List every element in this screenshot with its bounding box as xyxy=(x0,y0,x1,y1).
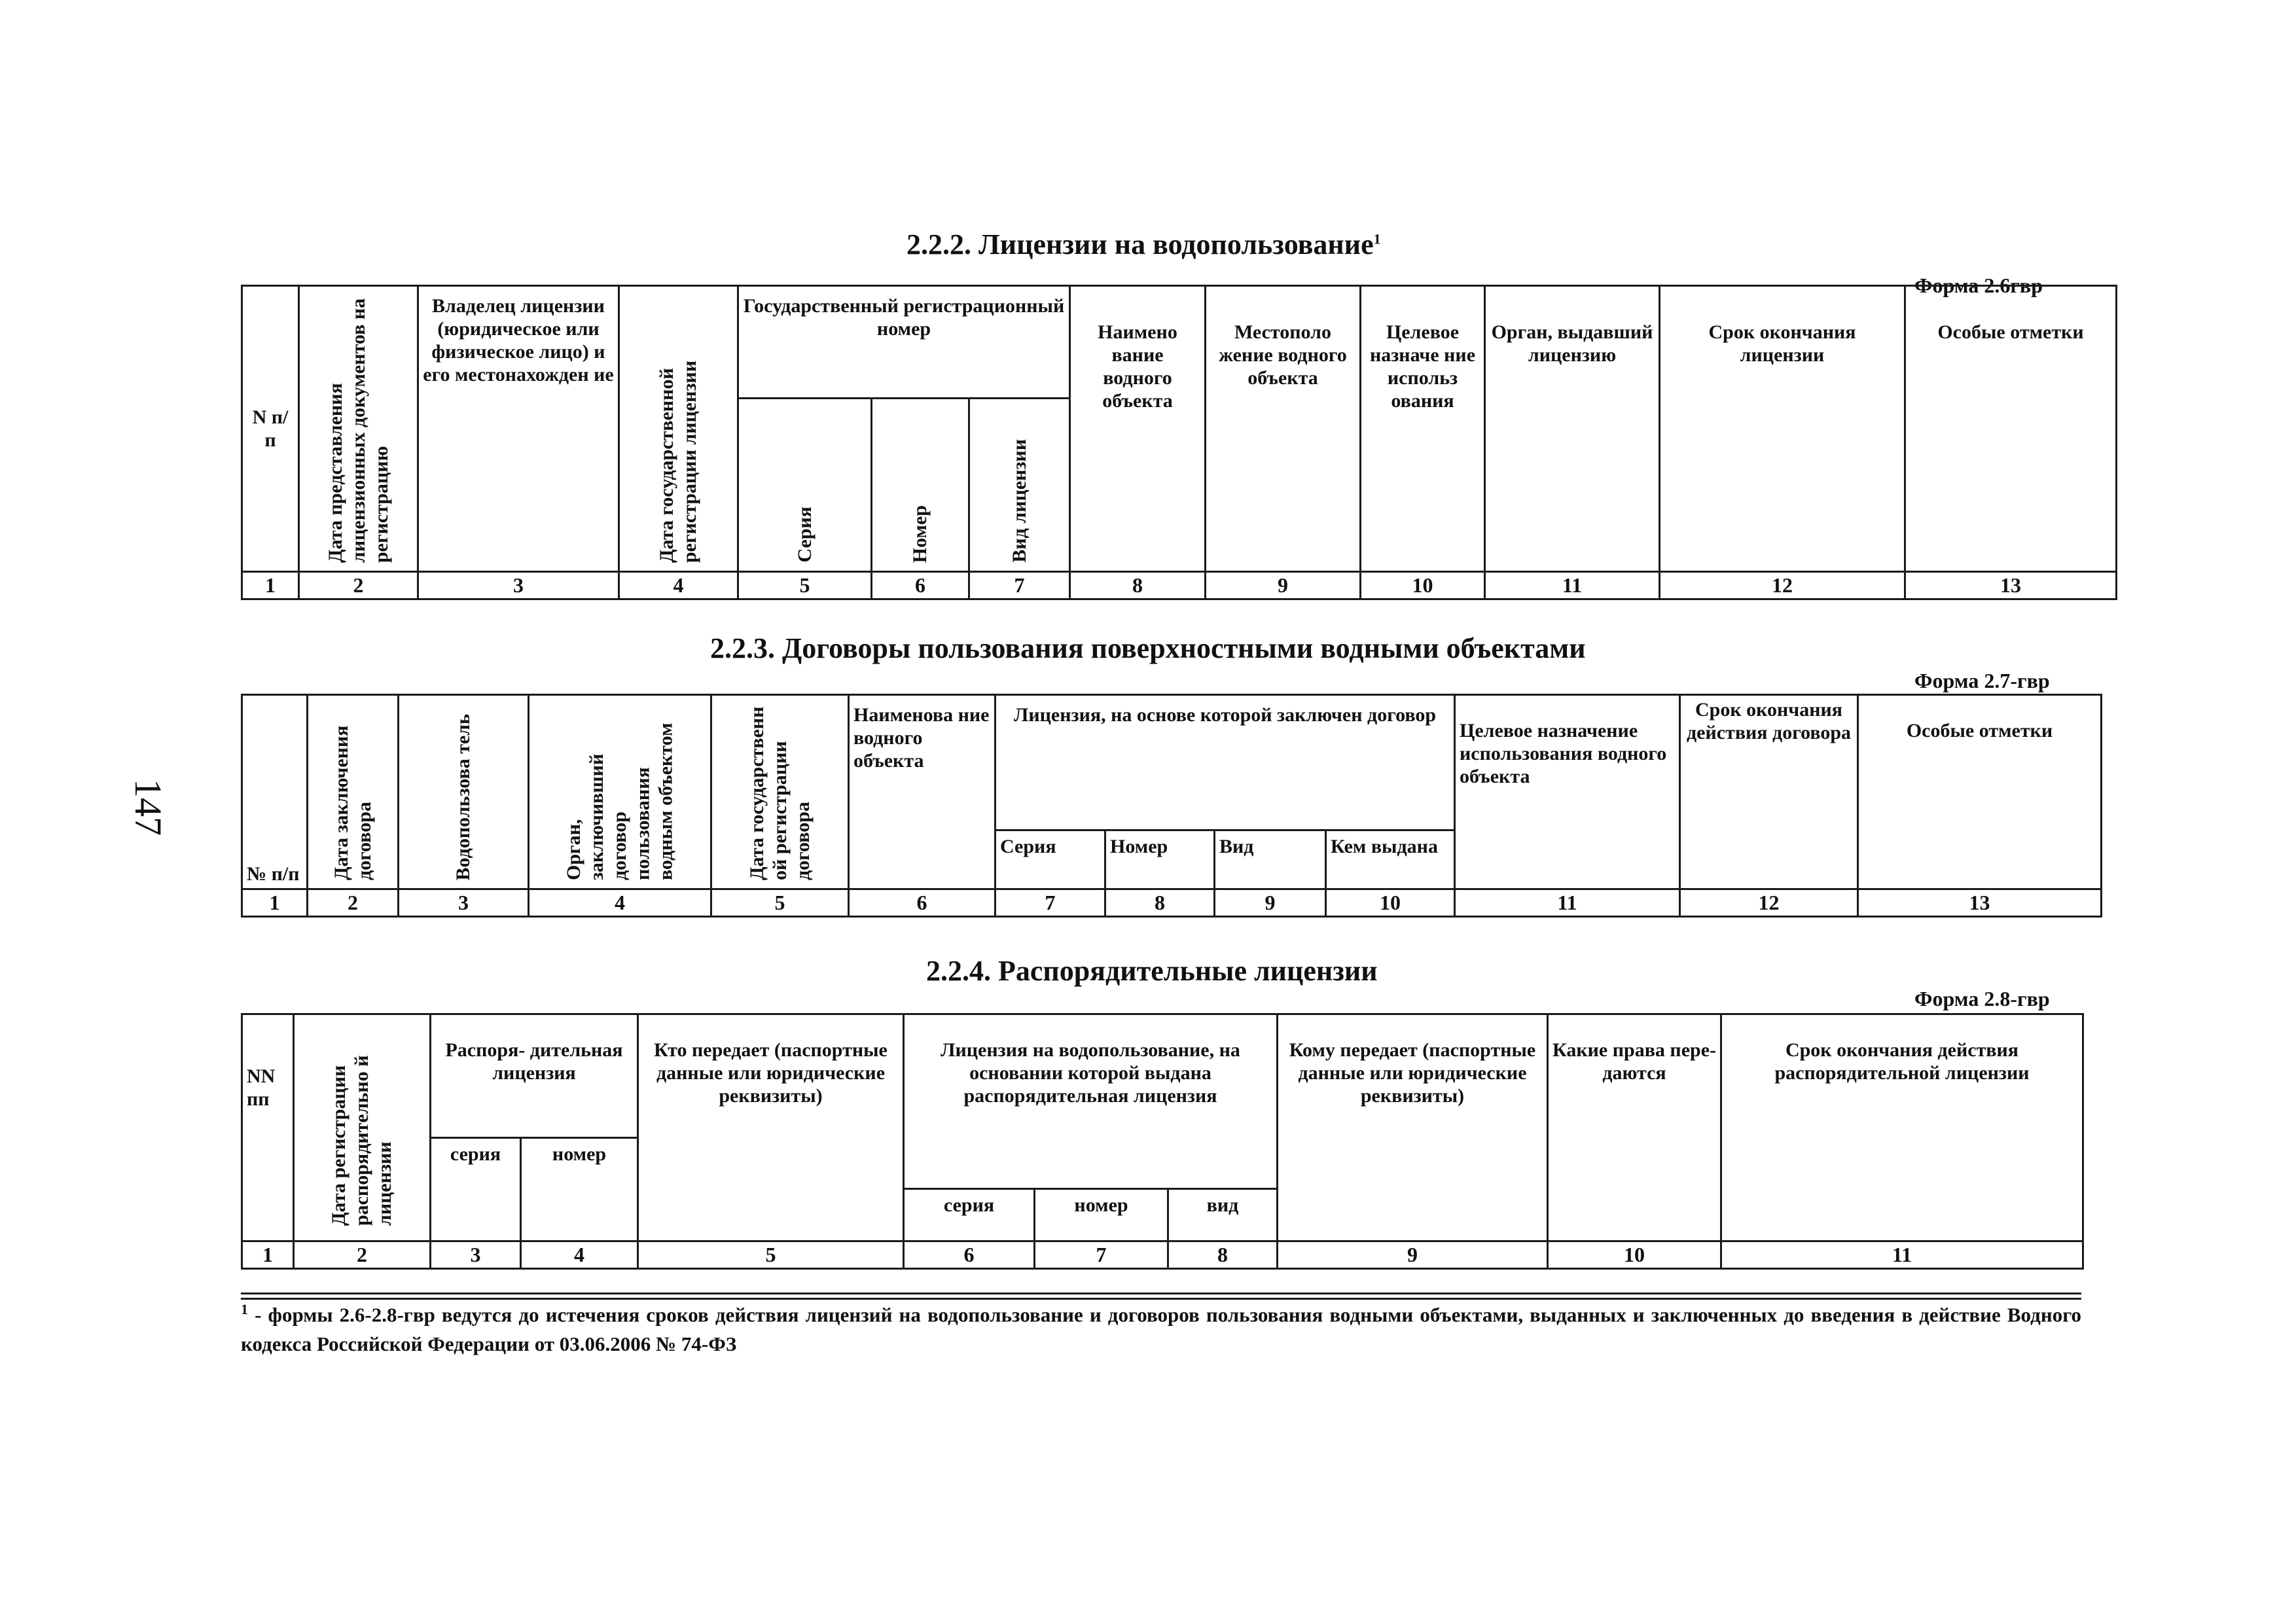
header-text: Номер xyxy=(909,505,931,563)
header-text: Владелец лицензии (юридическое или физическое лицо) и его местонахожден ие xyxy=(423,295,614,386)
header-contract-expiry xyxy=(1679,694,1859,890)
header-special-notes xyxy=(1857,694,2102,890)
header-text: Кто передает (паспортные данные или юридические реквизиты) xyxy=(654,1039,888,1107)
header-text: Кому передает (паспортные данные или юридические реквизиты) xyxy=(1289,1039,1536,1107)
header-number xyxy=(870,397,970,573)
header-registration-date xyxy=(293,1013,431,1242)
footnote-reference: 1 xyxy=(1373,230,1381,247)
header-number xyxy=(1104,829,1215,890)
header-text: Дата представления лицензионных документов на регистрацию xyxy=(324,298,393,563)
column-number: 9 xyxy=(1276,1240,1549,1270)
column-number: 7 xyxy=(1033,1240,1169,1270)
form-label-2-7: Форма 2.7-гвр xyxy=(1914,669,2050,692)
section-title-2-2-3: 2.2.3. Договоры пользования поверхностными водными объектами xyxy=(710,632,1586,664)
header-text: Вид xyxy=(1219,836,1254,857)
column-number: 5 xyxy=(710,888,850,918)
header-series xyxy=(994,829,1106,890)
header-text: Государственный регистрационный номер xyxy=(743,295,1065,340)
column-number: 5 xyxy=(737,571,872,600)
footnote xyxy=(241,1299,2081,1359)
header-submission-date xyxy=(298,285,419,573)
header-issued-by xyxy=(1325,829,1456,890)
header-text: Вид лицензии xyxy=(1008,439,1030,563)
section-title-2-2-2 xyxy=(906,228,1381,261)
column-number: 3 xyxy=(429,1240,522,1270)
header-text: Местополо жение водного объекта xyxy=(1219,321,1347,389)
section-title-2-2-4: 2.2.4. Распорядительные лицензии xyxy=(926,955,1378,987)
header-water-body-name xyxy=(848,694,996,890)
header-contract-registration-date xyxy=(710,694,850,890)
header-text: серия xyxy=(450,1143,501,1165)
header-text: NN пп xyxy=(247,1065,276,1111)
header-state-reg-number xyxy=(737,285,1071,399)
header-number xyxy=(520,1137,639,1242)
header-text: Особые отметки xyxy=(1937,321,2084,343)
header-text: номер xyxy=(552,1143,607,1165)
header-text: Дата заключения договора xyxy=(330,725,375,880)
header-expiry-date xyxy=(1659,285,1906,573)
header-text: Особые отметки xyxy=(1906,720,2053,741)
column-number: 5 xyxy=(637,1240,905,1270)
header-text: Кем выдана xyxy=(1331,836,1438,857)
column-number: 1 xyxy=(241,888,308,918)
column-number: 11 xyxy=(1454,888,1681,918)
column-number: 8 xyxy=(1167,1240,1278,1270)
header-dispositive-expiry xyxy=(1720,1013,2084,1242)
header-type xyxy=(1213,829,1327,890)
column-number: 8 xyxy=(1069,571,1206,600)
column-number: 6 xyxy=(903,1240,1035,1270)
header-text: Дата регистрации распорядительно й лицензии xyxy=(328,1055,396,1226)
page-number: 147 xyxy=(127,779,170,836)
column-number: 7 xyxy=(994,888,1106,918)
header-row-number xyxy=(241,694,308,890)
header-transferee xyxy=(1276,1013,1549,1242)
header-text: № п/п xyxy=(247,863,300,885)
column-number: 10 xyxy=(1547,1240,1722,1270)
header-series xyxy=(429,1137,522,1242)
header-text: Серия xyxy=(1000,836,1056,857)
header-text: Распоря- дительная лицензия xyxy=(445,1039,623,1084)
header-text: вид xyxy=(1206,1194,1239,1216)
header-registration-date xyxy=(618,285,739,573)
header-special-notes xyxy=(1904,285,2117,573)
header-base-license xyxy=(903,1013,1278,1190)
footnote-text: - формы 2.6-2.8-гвр ведутся до истечения сроков действия лицензий на водопользование и договоров пользования водными объектами, выданных и заключенных до введения в действие Водного кодекса Российской Федерации от 03.06.2006 № 74-ФЗ xyxy=(241,1303,2082,1356)
header-purpose xyxy=(1359,285,1486,573)
header-contracting-authority xyxy=(528,694,712,890)
header-text: Целевое назначение использования водного объекта xyxy=(1460,720,1667,788)
header-water-body-location xyxy=(1204,285,1361,573)
column-number: 9 xyxy=(1213,888,1327,918)
header-license-basis xyxy=(994,694,1456,831)
header-text: Целевое назначе ние использ ования xyxy=(1369,321,1476,412)
column-number: 6 xyxy=(870,571,970,600)
header-text: Лицензия на водопользование, на основании которой выдана распорядительная лицензия xyxy=(941,1039,1240,1107)
header-text: Дата государственной регистрации лицензии xyxy=(656,361,701,563)
column-number: 10 xyxy=(1325,888,1456,918)
column-number: 13 xyxy=(1904,571,2117,600)
column-number: 3 xyxy=(417,571,620,600)
header-row-number xyxy=(241,1013,295,1242)
header-text: Наименова ние водного объекта xyxy=(853,704,990,772)
header-text: Лицензия, на основе которой заключен договор xyxy=(1013,704,1436,726)
form-label-2-6: Форма 2.6гвр xyxy=(1914,274,2043,297)
header-text: Срок окончания действия распорядительной лицензии xyxy=(1774,1039,2030,1084)
header-text: Орган, выдавший лицензию xyxy=(1491,321,1653,366)
column-number: 2 xyxy=(293,1240,431,1270)
header-text: Дата государственн ой регистрации договора xyxy=(745,706,814,880)
header-base-series xyxy=(903,1188,1035,1242)
column-number: 7 xyxy=(968,571,1071,600)
column-number: 4 xyxy=(528,888,712,918)
footnote-rule-top xyxy=(241,1293,2081,1294)
column-number: 11 xyxy=(1720,1240,2084,1270)
header-transferred-rights xyxy=(1547,1013,1722,1242)
column-number: 10 xyxy=(1359,571,1486,600)
header-series xyxy=(737,397,872,573)
column-number: 2 xyxy=(306,888,399,918)
header-base-type xyxy=(1167,1188,1278,1242)
column-number: 2 xyxy=(298,571,419,600)
column-number: 12 xyxy=(1659,571,1906,600)
header-issuing-authority xyxy=(1484,285,1660,573)
header-text: Наимено вание водного объекта xyxy=(1098,321,1177,412)
header-text: Водопользова тель xyxy=(452,713,475,880)
header-license-type xyxy=(968,397,1071,573)
column-number: 1 xyxy=(241,1240,295,1270)
form-label-2-8: Форма 2.8-гвр xyxy=(1914,987,2050,1010)
header-text: Орган, заключивший договор пользования водным объектом xyxy=(563,722,677,880)
footnote-mark: 1 xyxy=(241,1301,248,1317)
header-text: Номер xyxy=(1110,836,1168,857)
column-number: 4 xyxy=(520,1240,639,1270)
header-row-number xyxy=(241,285,300,573)
column-number: 6 xyxy=(848,888,996,918)
column-number: 9 xyxy=(1204,571,1361,600)
section-title-text: 2.2.2. Лицензии на водопользование xyxy=(906,228,1374,260)
column-number: 3 xyxy=(397,888,529,918)
header-contract-date xyxy=(306,694,399,890)
header-text: номер xyxy=(1074,1194,1128,1216)
header-dispositive-license xyxy=(429,1013,639,1139)
header-transferor xyxy=(637,1013,905,1242)
header-text: серия xyxy=(943,1194,995,1216)
header-text: Срок окончания действия договора xyxy=(1686,699,1852,744)
header-water-user xyxy=(397,694,529,890)
header-water-body-name xyxy=(1069,285,1206,573)
header-base-number xyxy=(1033,1188,1169,1242)
header-text: Какие права пере- даются xyxy=(1552,1039,1717,1084)
column-number: 4 xyxy=(618,571,739,600)
column-number: 8 xyxy=(1104,888,1215,918)
column-number: 1 xyxy=(241,571,300,600)
column-number: 11 xyxy=(1484,571,1660,600)
column-number: 12 xyxy=(1679,888,1859,918)
header-text: Срок окончания лицензии xyxy=(1708,321,1856,366)
header-purpose xyxy=(1454,694,1681,890)
column-number: 13 xyxy=(1857,888,2102,918)
header-text: N п/ п xyxy=(252,406,289,451)
header-license-owner xyxy=(417,285,620,573)
header-text: Серия xyxy=(793,507,816,563)
